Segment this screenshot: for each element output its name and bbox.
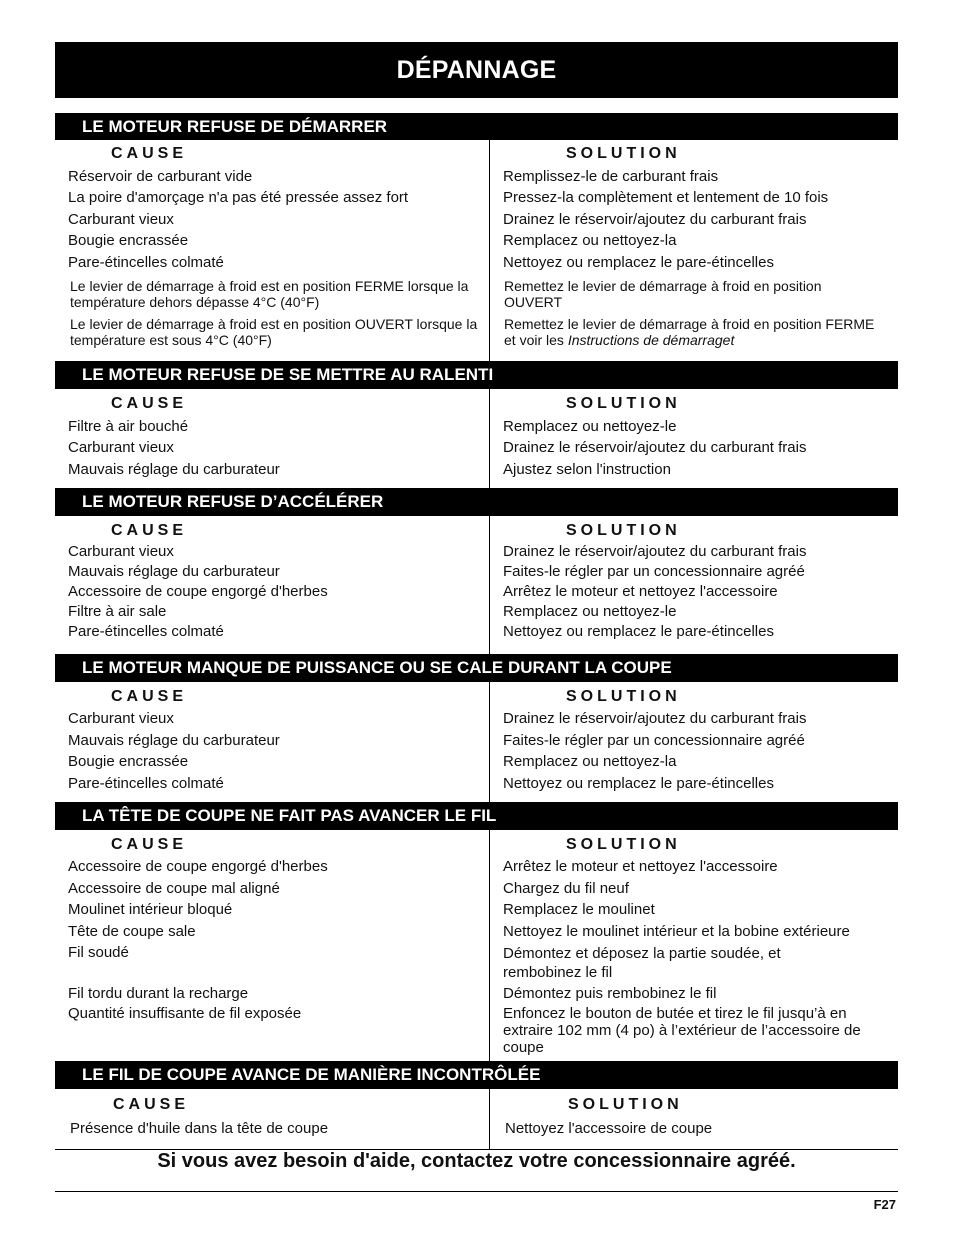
solution-cell: Arrêtez le moteur et nettoyez l'accessoire [503, 858, 778, 875]
solution-header: SOLUTION [566, 522, 681, 539]
solution-cell: Remplacez ou nettoyez-la [503, 753, 677, 770]
cause-header: CAUSE [111, 145, 188, 162]
page-number: F27 [873, 1197, 896, 1212]
cause-cell: Mauvais réglage du carburateur [68, 461, 280, 478]
solution-cell: Nettoyez le moulinet intérieur et la bobine extérieure [503, 923, 850, 940]
solution-header: SOLUTION [566, 395, 681, 412]
column-divider [489, 830, 490, 1062]
cause-cell: Présence d'huile dans la tête de coupe [70, 1120, 329, 1137]
solution-cell: Nettoyez ou remplacez le pare-étincelles [503, 775, 774, 792]
solution-header: SOLUTION [566, 145, 681, 162]
help-contact-text: Si vous avez besoin d'aide, contactez votre concessionnaire agréé. [157, 1150, 796, 1172]
cause-cell: Fil soudé [68, 944, 129, 961]
solution-cell: Remplacez ou nettoyez-la [503, 232, 677, 249]
cause-header: CAUSE [111, 836, 188, 853]
solution-cell: Arrêtez le moteur et nettoyez l'accessoire [503, 583, 778, 600]
solution-cell: Démontez et déposez la partie soudée, et rembobinez le fil [503, 945, 781, 981]
cause-cell: Mauvais réglage du carburateur [68, 732, 280, 749]
cause-header: CAUSE [111, 688, 188, 705]
cause-cell: Bougie encrassée [68, 232, 189, 249]
cause-cell: Accessoire de coupe mal aligné [68, 880, 280, 897]
solution-text: Remettez le levier de démarrage à froid en position FERME et voir les [504, 316, 875, 348]
section-line-feeds-uncontrolled [55, 1061, 898, 1150]
cause-cell: Pare-étincelles colmaté [68, 775, 224, 792]
section-heading: LE MOTEUR REFUSE DE DÉMARRER [55, 113, 898, 140]
solution-cell: Ajustez selon l'instruction [503, 461, 671, 478]
solution-cell: Remplissez-le de carburant frais [503, 168, 719, 185]
cause-cell: Carburant vieux [68, 439, 174, 456]
footer-rule [55, 1191, 898, 1192]
solution-cell: Remplacez ou nettoyez-le [503, 418, 677, 435]
cause-header: CAUSE [113, 1096, 190, 1113]
solution-cell: Faites-le régler par un concessionnaire agréé [503, 732, 805, 749]
cause-cell: Carburant vieux [68, 543, 174, 560]
solution-cell: Démontez puis rembobinez le fil [503, 985, 717, 1002]
solution-cell: Remettez le levier de démarrage à froid en position OUVERT [504, 278, 822, 310]
cause-cell: Pare-étincelles colmaté [68, 623, 224, 640]
column-divider [489, 389, 490, 488]
cause-cell: Fil tordu durant la recharge [68, 985, 249, 1002]
solution-cell: Chargez du fil neuf [503, 880, 629, 897]
cause-cell: Accessoire de coupe engorgé d'herbes [68, 858, 328, 875]
section-heading: LE FIL DE COUPE AVANCE DE MANIÈRE INCONTRÔLÉE [55, 1061, 898, 1089]
cause-cell: Pare-étincelles colmaté [68, 254, 224, 271]
solution-header: SOLUTION [566, 836, 681, 853]
cause-cell: Mauvais réglage du carburateur [68, 563, 280, 580]
cause-cell: Quantité insuffisante de fil exposée [68, 1005, 302, 1022]
section-head-wont-feed-line [55, 802, 898, 1062]
column-divider [489, 140, 490, 362]
section-engine-lacks-power [55, 654, 898, 802]
section-body [55, 516, 898, 654]
section-body [55, 1089, 898, 1150]
solution-cell: Enfoncez le bouton de butée et tirez le fil jusqu’à en extraire 102 mm (4 po) à l’extérieur de l’accessoire de coupe [503, 1005, 861, 1056]
solution-cell: Remplacez ou nettoyez-le [503, 603, 677, 620]
cause-cell: Filtre à air sale [68, 603, 167, 620]
section-heading: LE MOTEUR REFUSE DE SE METTRE AU RALENTI [55, 361, 898, 389]
cause-header: CAUSE [111, 395, 188, 412]
cause-cell: Filtre à air bouché [68, 418, 189, 435]
cause-cell: Le levier de démarrage à froid est en position OUVERT lorsque la température est sous 4°C (40°F) [70, 316, 478, 348]
solution-cell [504, 316, 879, 348]
page-title: DÉPANNAGE [55, 42, 898, 98]
section-body [55, 682, 898, 802]
solution-cell: Drainez le réservoir/ajoutez du carburant frais [503, 710, 807, 727]
section-heading: LA TÊTE DE COUPE NE FAIT PAS AVANCER LE FIL [55, 802, 898, 830]
section-body [55, 830, 898, 1062]
cause-cell: Carburant vieux [68, 710, 174, 727]
cause-cell: Carburant vieux [68, 211, 174, 228]
solution-cell: Drainez le réservoir/ajoutez du carburant frais [503, 439, 807, 456]
column-divider [489, 682, 490, 802]
section-engine-wont-accelerate [55, 488, 898, 654]
solution-cell: Nettoyez ou remplacez le pare-étincelles [503, 623, 774, 640]
cause-cell: Bougie encrassée [68, 753, 189, 770]
cause-cell: Réservoir de carburant vide [68, 168, 253, 185]
solution-cell: Nettoyez ou remplacez le pare-étincelles [503, 254, 774, 271]
section-body [55, 389, 898, 488]
solution-header: SOLUTION [568, 1096, 683, 1113]
cause-header: CAUSE [111, 522, 188, 539]
section-heading: LE MOTEUR MANQUE DE PUISSANCE OU SE CALE DURANT LA COUPE [55, 654, 898, 682]
solution-header: SOLUTION [566, 688, 681, 705]
section-body [55, 140, 898, 362]
section-heading: LE MOTEUR REFUSE D’ACCÉLÉRER [55, 488, 898, 516]
cause-cell: Le levier de démarrage à froid est en position FERME lorsque la température dehors dépasse 4°C (40°F) [70, 278, 469, 310]
instructions-reference: Instructions de démarraget [567, 332, 735, 348]
solution-cell: Remplacez le moulinet [503, 901, 655, 918]
cause-cell: Tête de coupe sale [68, 923, 196, 940]
solution-cell: Drainez le réservoir/ajoutez du carburant frais [503, 211, 807, 228]
cause-cell: Moulinet intérieur bloqué [68, 901, 233, 918]
cause-cell: La poire d'amorçage n'a pas été pressée assez fort [68, 189, 409, 206]
column-divider [489, 516, 490, 654]
solution-cell: Pressez-la complètement et lentement de 10 fois [503, 189, 829, 206]
solution-cell: Nettoyez l'accessoire de coupe [505, 1120, 713, 1137]
solution-cell: Faites-le régler par un concessionnaire agréé [503, 563, 805, 580]
solution-cell: Drainez le réservoir/ajoutez du carburant frais [503, 543, 807, 560]
section-engine-wont-idle [55, 361, 898, 488]
cause-cell: Accessoire de coupe engorgé d'herbes [68, 583, 328, 600]
section-engine-wont-start [55, 113, 898, 362]
